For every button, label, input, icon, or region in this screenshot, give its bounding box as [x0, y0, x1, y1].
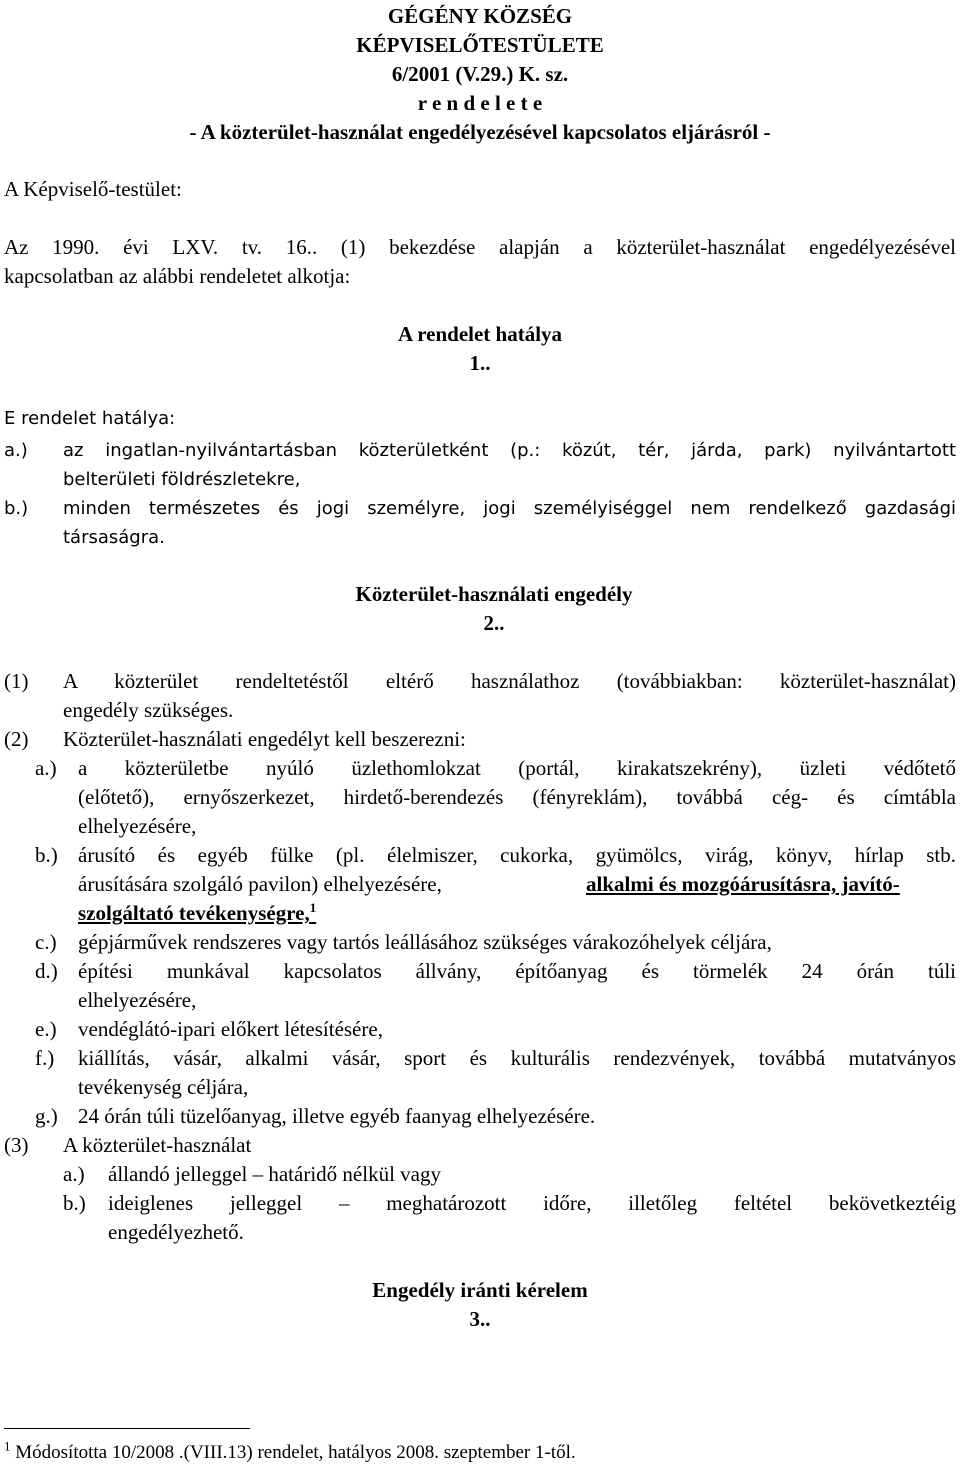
footnote-ref[interactable]: 1: [309, 900, 317, 915]
section-2-title: Közterület-használati engedély: [355, 582, 633, 606]
item-g-text: 24 órán túli tüzelőanyag, illetve egyéb faanyag elhelyezésére.: [78, 1104, 596, 1128]
item-a-line-1: a közterületbe nyúló üzlethomlokzat (portál, kirakatszekrény), üzleti védőtető: [78, 756, 956, 780]
item-f-line-1: kiállítás, vásár, alkalmi vásár, sport és kulturális rendezvények, továbbá mutatványos: [78, 1046, 956, 1070]
para-3b-line-2: engedélyezhető.: [108, 1220, 244, 1244]
intro-line-2: kapcsolatban az alábbi rendeletet alkotja:: [4, 264, 351, 288]
decree-subject: - A közterület-használat engedélyezésével kapcsolatos eljárásról -: [189, 120, 771, 144]
decree-number: 6/2001 (V.29.) K. sz.: [391, 62, 569, 86]
item-b-line-2-amended: alkalmi és mozgóárusításra, javító-: [586, 872, 900, 896]
para-3a-text: állandó jelleggel – határidő nélkül vagy: [108, 1162, 441, 1186]
para-2-label: (2): [4, 727, 29, 751]
item-b-line-2-plain: árusítására szolgáló pavilon) elhelyezésére,: [78, 872, 442, 896]
footnote-marker: 1: [4, 1438, 11, 1454]
footnote: [4, 1440, 576, 1466]
item-d-label: d.): [35, 959, 58, 983]
section-3-title: Engedély iránti kérelem: [372, 1278, 588, 1302]
enactor-line: A Képviselő-testület:: [4, 177, 182, 201]
scope-b-label: b.): [4, 498, 29, 519]
item-b-label: b.): [35, 843, 58, 867]
section-1-title: A rendelet hatálya: [397, 322, 563, 346]
para-2-text: Közterület-használati engedélyt kell beszerezni:: [63, 727, 466, 751]
item-d-line-1: építési munkával kapcsolatos állvány, építőanyag és törmelék 24 órán túli: [78, 959, 956, 983]
intro-line-1: Az 1990. évi LXV. tv. 16.. (1) bekezdése alapján a közterület-használat engedélyezésével: [4, 235, 956, 259]
item-f-line-2: tevékenység céljára,: [78, 1075, 249, 1099]
item-d-line-2: elhelyezésére,: [78, 988, 197, 1012]
section-2-number: 2..: [483, 611, 505, 635]
item-b-line-3: [78, 899, 316, 928]
para-1-line-2: engedély szükséges.: [63, 698, 234, 722]
council-name: KÉPVISELŐTESTÜLETE: [356, 33, 604, 57]
item-c-label: c.): [35, 930, 57, 954]
section-1-number: 1..: [469, 351, 491, 375]
section-3-number: 3..: [469, 1307, 491, 1331]
municipality-name: GÉGÉNY KÖZSÉG: [387, 4, 573, 28]
scope-b-line-2: társaságra.: [63, 527, 165, 548]
para-1-line-1: A közterület rendeltetéstől eltérő használathoz (továbbiakban: közterület-használat): [63, 669, 956, 693]
scope-a-label: a.): [4, 440, 28, 461]
para-3-text: A közterület-használat: [63, 1133, 252, 1157]
item-e-text: vendéglátó-ipari előkert létesítésére,: [78, 1017, 383, 1041]
para-3b-line-1: ideiglenes jelleggel – meghatározott időre, illetőleg feltétel bekövetkeztéig: [108, 1191, 956, 1215]
scope-a-line-1: az ingatlan-nyilvántartásban közterületként (p.: közút, tér, járda, park) nyilvántartott: [63, 440, 956, 461]
item-f-label: f.): [35, 1046, 55, 1070]
footnote-divider: [4, 1428, 250, 1429]
scope-lead: E rendelet hatálya:: [4, 408, 176, 429]
decree-label: r e n d e l e t e: [417, 91, 543, 115]
item-a-label: a.): [35, 756, 57, 780]
item-b-amended-text: szolgáltató tevékenységre,: [78, 901, 310, 925]
para-3a-label: a.): [63, 1162, 85, 1186]
item-a-line-2: (előtető), ernyőszerkezet, hirdető-berendezés (fényreklám), továbbá cég- és címtábla: [78, 785, 956, 809]
para-3-label: (3): [4, 1133, 29, 1157]
para-3b-label: b.): [63, 1191, 86, 1215]
item-b-line-1: árusító és egyéb fülke (pl. élelmiszer, cukorka, gyümölcs, virág, könyv, hírlap stb.: [78, 843, 956, 867]
item-e-label: e.): [35, 1017, 57, 1041]
item-c-text: gépjárművek rendszeres vagy tartós leállásához szükséges várakozóhelyek céljára,: [78, 930, 772, 954]
scope-a-line-2: belterületi földrészletekre,: [63, 469, 301, 490]
scope-b-line-1: minden természetes és jogi személyre, jogi személyiséggel nem rendelkező gazdasági: [63, 498, 956, 519]
footnote-text: Módosította 10/2008 .(VIII.13) rendelet, hatályos 2008. szeptember 1-től.: [15, 1442, 576, 1463]
item-g-label: g.): [35, 1104, 58, 1128]
para-1-label: (1): [4, 669, 29, 693]
item-a-line-3: elhelyezésére,: [78, 814, 197, 838]
